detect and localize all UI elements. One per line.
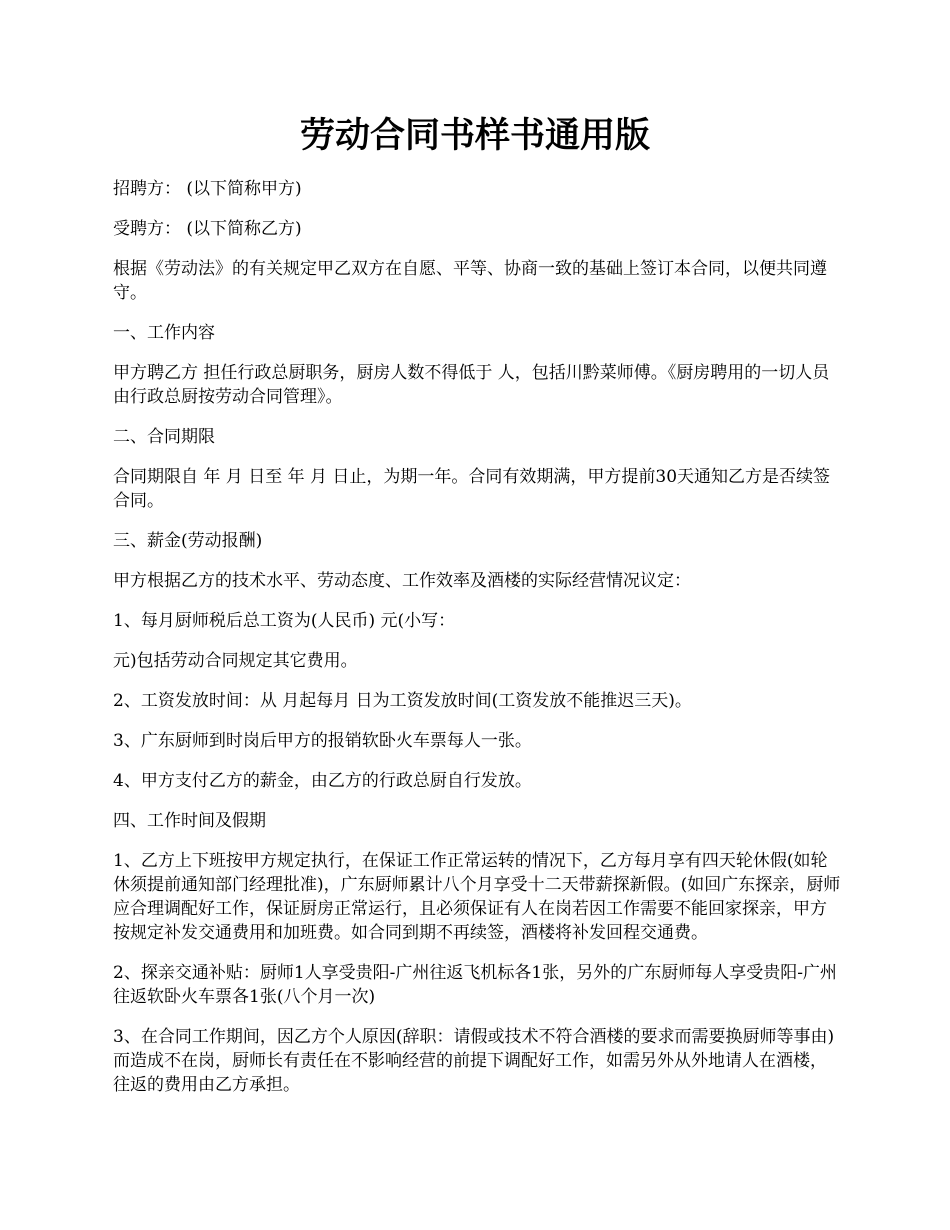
salary-intro-paragraph: 甲方根据乙方的技术水平、劳动态度、工作效率及酒楼的实际经营情况议定： xyxy=(113,571,691,591)
work-time-item-1: 1、乙方上下班按甲方规定执行，在保证工作正常运转的情况下，乙方每月享有四天轮休假(如轮休须提前通知部门经理批准)，广东厨师累计八个月享受十二天带薪探新假。(如回广东探亲，厨师应合理调配好工作，保证厨房正常运行，且必须保证有人在岗若因工作需要不能回家探亲，甲方按规定补发交通费用和加班费。如合同到期不再续签，酒楼将补发回程交通费。 xyxy=(113,851,841,943)
salary-item-3: 3、广东厨师到时岗后甲方的报销软卧火车票每人一张。 xyxy=(113,731,532,751)
document-body xyxy=(113,177,843,1113)
preamble-paragraph: 根据《劳动法》的有关规定甲乙双方在自愿、平等、协商一致的基础上签订本合同，以便共同遵守。 xyxy=(113,259,827,303)
salary-item-4: 4、甲方支付乙方的薪金，由乙方的行政总厨自行发放。 xyxy=(113,771,532,791)
work-time-item-2: 2、探亲交通补贴：厨师1人享受贵阳-广州往返飞机标各1张，另外的广东厨师每人享受贵阳-广州往返软卧火车票各1张(八个月一次) xyxy=(113,963,837,1007)
work-time-item-3: 3、在合同工作期间，因乙方个人原因(辞职：请假或技术不符合酒楼的要求而需要换厨师等事由)而造成不在岗，厨师长有责任在不影响经营的前提下调配好工作，如需另外从外地请人在酒楼，往返的费用由乙方承担。 xyxy=(113,1027,835,1095)
work-content-paragraph: 甲方聘乙方 担任行政总厨职务，厨房人数不得低于 人，包括川黔菜师傅。《厨房聘用的一切人员由行政总厨按劳动合同管理》。 xyxy=(113,363,830,407)
salary-item-1-continued: 元)包括劳动合同规定其它费用。 xyxy=(113,651,358,671)
party-b-line: 受聘方： (以下简称乙方) xyxy=(113,219,302,239)
salary-item-2: 2、工资发放时间：从 月起每月 日为工资发放时间(工资发放不能推迟三天)。 xyxy=(113,691,692,711)
section-heading-work-content: 一、工作内容 xyxy=(113,323,215,343)
contract-term-paragraph: 合同期限自 年 月 日至 年 月 日止，为期一年。合同有效期满，甲方提前30天通知乙方是否续签合同。 xyxy=(113,467,831,511)
document-title: 劳动合同书样书通用版 xyxy=(299,115,650,156)
section-heading-work-time: 四、工作时间及假期 xyxy=(113,811,266,831)
section-heading-salary: 三、薪金(劳动报酬) xyxy=(113,531,263,551)
section-heading-contract-term: 二、合同期限 xyxy=(113,427,215,447)
party-a-line: 招聘方： (以下简称甲方) xyxy=(113,179,302,199)
salary-item-1: 1、每月厨师税后总工资为(人民币) 元(小写： xyxy=(113,611,456,631)
